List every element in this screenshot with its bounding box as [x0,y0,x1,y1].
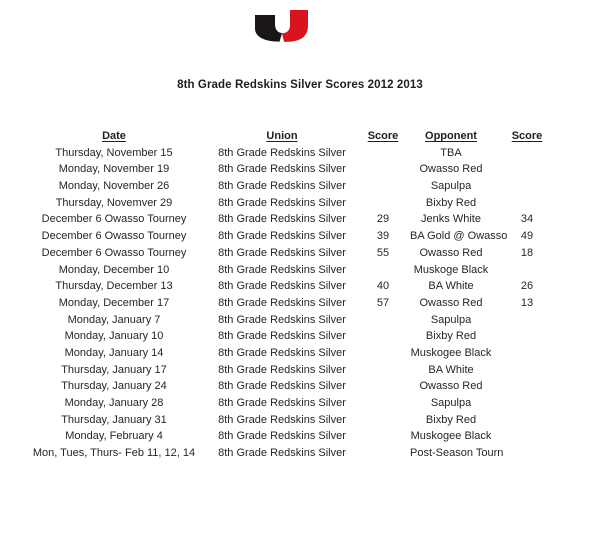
cell-union: 8th Grade Redskins Silver [218,330,346,343]
page-title: 8th Grade Redskins Silver Scores 2012 2013 [177,79,423,91]
cell-date: Monday, January 14 [64,346,164,359]
cell-opponent: Owasso Red [419,296,483,309]
cell-date: Thursday, January 24 [61,380,167,393]
cell-score1: 29 [376,213,390,226]
cell-score1: 55 [376,246,390,259]
column-header-score: Score [367,130,399,142]
cell-union: 8th Grade Redskins Silver [218,296,346,309]
column-header-score-2: Score [511,130,543,142]
cell-opponent: Owasso Red [419,246,483,259]
cell-date: Thursday, December 13 [55,280,173,293]
cell-union: 8th Grade Redskins Silver [218,180,346,193]
cell-union: 8th Grade Redskins Silver [218,397,346,409]
cell-score1: 57 [376,296,390,309]
cell-score2: 49 [520,230,534,243]
cell-opponent: TBA [440,146,462,159]
cell-union: 8th Grade Redskins Silver [218,146,346,159]
table-row [20,445,562,462]
cell-union: 8th Grade Redskins Silver [218,246,346,259]
table-row [20,211,562,228]
cell-date: Thursday, Novemver 29 [55,196,173,209]
column-header-union: Union [266,130,298,142]
table-row [20,195,562,212]
cell-score2: 13 [520,296,534,309]
logo-left-black-stroke [255,15,282,42]
cell-opponent: BA White [428,280,474,293]
table-row [20,412,562,429]
cell-union: 8th Grade Redskins Silver [218,363,346,376]
cell-score1: 39 [376,230,390,243]
cell-date: Mon, Tues, Thurs- Feb 11, 12, 14 [32,447,196,460]
cell-date: Monday, December 10 [58,263,170,276]
cell-opponent: BA Gold @ Owasso [410,230,508,243]
cell-date: Thursday, January 17 [61,363,167,376]
cell-opponent: Muskoge Black [413,263,489,276]
cell-date: Monday, January 10 [64,330,164,343]
table-row [20,312,562,329]
cell-date: Thursday, January 31 [61,413,167,426]
cell-union: 8th Grade Redskins Silver [218,447,346,460]
column-header-opponent: Opponent [425,130,477,142]
table-row [20,262,562,279]
cell-score2: 18 [520,246,534,259]
cell-date: Monday, January 7 [67,313,161,326]
cell-union: 8th Grade Redskins Silver [218,280,346,293]
cell-date: December 6 Owasso Tourney [41,230,187,243]
table-row [20,378,562,395]
table-row [20,328,562,345]
table-row [20,145,562,162]
cell-score2: 34 [520,213,534,226]
cell-opponent: Sapulpa [430,313,472,326]
cell-opponent: Jenks White [421,213,481,226]
cell-union: 8th Grade Redskins Silver [218,230,346,243]
table-row [20,295,562,312]
cell-opponent: Muskogee Black [410,430,492,443]
table-row [20,161,562,178]
table-row [20,245,562,262]
cell-opponent: Bixby Red [425,413,477,426]
cell-opponent: Post-Season Tourn [410,447,504,460]
cell-opponent: Muskogee Black [410,346,492,359]
cell-union: 8th Grade Redskins Silver [218,163,346,176]
scores-table [20,128,562,462]
cell-union: 8th Grade Redskins Silver [218,430,346,443]
cell-opponent: BA White [428,363,474,376]
cell-union: 8th Grade Redskins Silver [218,413,346,426]
cell-score1: 40 [376,280,390,293]
cell-union: 8th Grade Redskins Silver [218,196,346,209]
cell-date: Monday, November 26 [58,180,170,193]
cell-date: Monday, December 17 [58,296,170,309]
cell-union: 8th Grade Redskins Silver [218,346,346,359]
cell-opponent: Sapulpa [430,397,472,409]
cell-union: 8th Grade Redskins Silver [218,213,346,226]
cell-date: December 6 Owasso Tourney [41,246,187,259]
cell-date: Monday, November 19 [58,163,170,176]
cell-union: 8th Grade Redskins Silver [218,380,346,393]
cell-union: 8th Grade Redskins Silver [218,313,346,326]
cell-opponent: Bixby Red [425,330,477,343]
table-row [20,428,562,445]
cell-date: Thursday, November 15 [55,146,173,159]
cell-opponent: Bixby Red [425,196,477,209]
cell-date: December 6 Owasso Tourney [41,213,187,226]
cell-score2: 26 [520,280,534,293]
table-row [20,345,562,362]
logo-right-red-stroke [282,10,308,42]
table-row [20,178,562,195]
table-row [20,278,562,295]
cell-union: 8th Grade Redskins Silver [218,263,346,276]
cell-opponent: Owasso Red [419,163,483,176]
cell-opponent: Sapulpa [430,180,472,193]
cell-opponent: Owasso Red [419,380,483,393]
table-header-row [20,128,562,145]
column-header-date: Date [102,130,126,142]
cell-date: Monday, February 4 [65,430,163,443]
table-row [20,395,562,412]
table-row [20,228,562,245]
cell-date: Monday, January 28 [64,397,164,409]
table-row [20,362,562,379]
union-u-logo-icon [253,10,310,44]
